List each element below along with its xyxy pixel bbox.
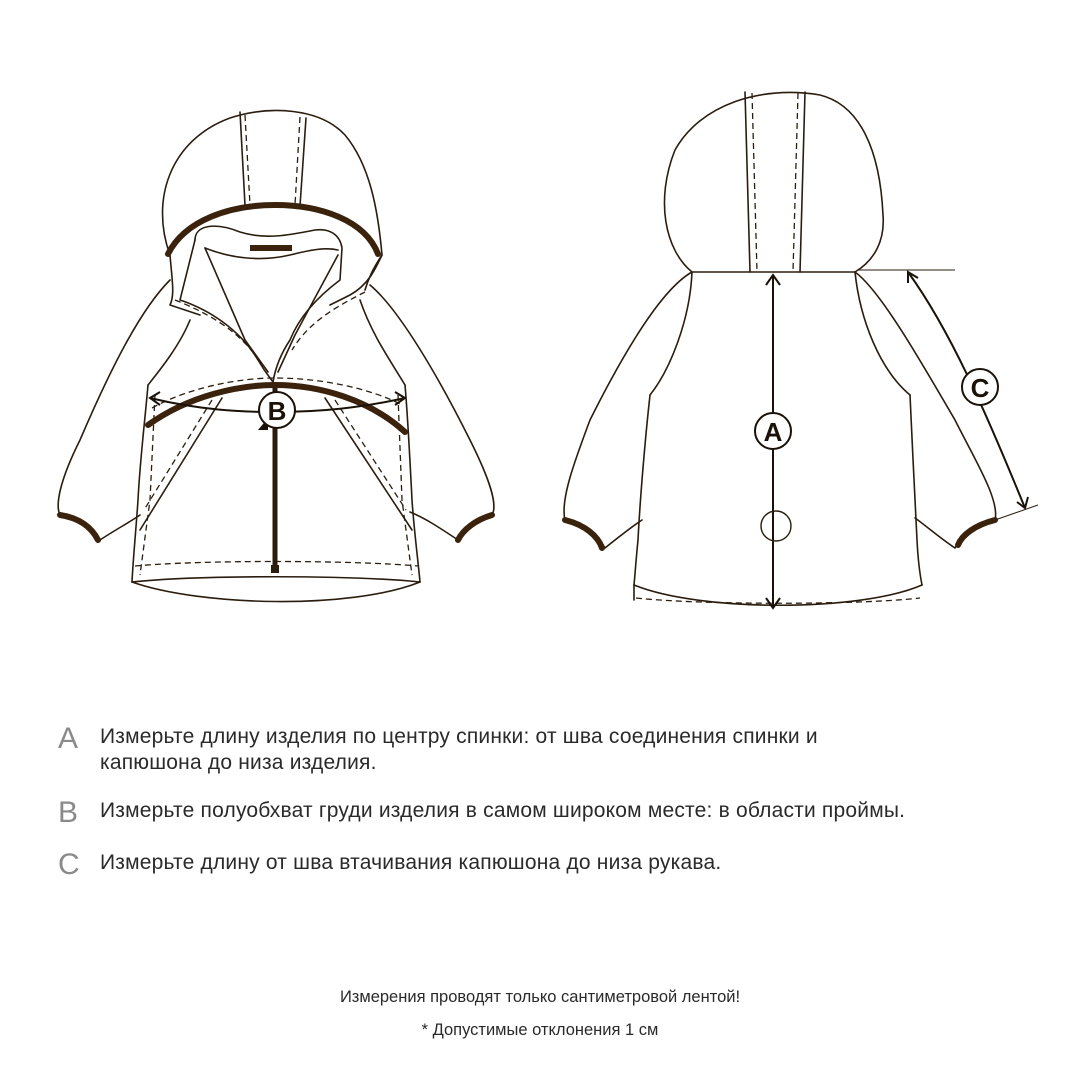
legend-text-b: Измерьте полуобхват груди изделия в самом широком месте: в области проймы. [100,799,906,822]
legend-letter-c: C [58,848,80,881]
measurement-note: Измерения проводят только сантиметровой лентой! [339,988,741,1006]
legend-item-c [58,850,1038,880]
jacket-front-view [58,111,494,602]
legend-text-a: Измерьте длину изделия по центру спинки: от шва соединения спинки и капюшона до низа изделия. [100,725,818,774]
marker-c [962,369,998,405]
legend-item-a [58,724,1038,776]
legend-text-c: Измерьте длину от шва втачивания капюшона до низа рукава. [100,851,722,874]
legend-letter-a: A [58,722,79,755]
marker-c-label: C [970,373,990,403]
marker-a-label: A [763,417,783,447]
tolerance-note: * Допустимые отклонения 1 см [421,1021,659,1039]
legend-item-b [58,798,1038,828]
legend-letter-b: B [58,796,79,829]
marker-b [259,392,295,428]
jacket-back-view [564,92,1038,608]
marker-a [755,413,791,449]
marker-b-label: B [267,396,287,426]
